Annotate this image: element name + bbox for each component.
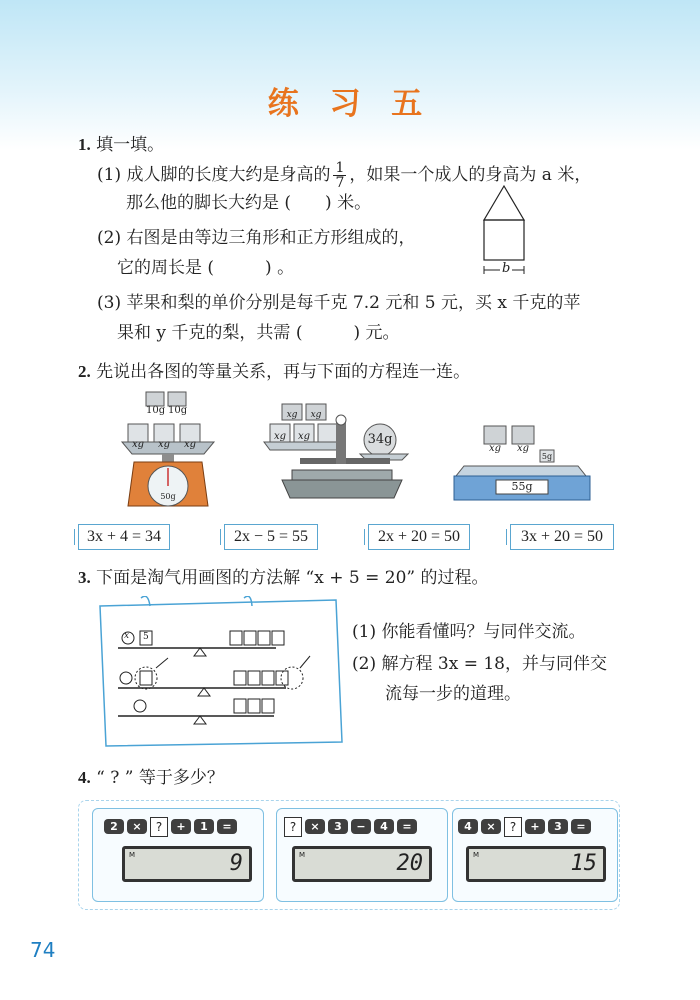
weight-label: xg	[286, 410, 298, 420]
weight-label: xg	[183, 439, 197, 450]
x-label: x	[124, 631, 130, 641]
q1-number: 1.	[78, 135, 91, 154]
calculator-1-display	[122, 846, 252, 882]
q3-point1: (1) 你能看懂吗？与同伴交流。	[352, 622, 586, 642]
page-number: 74	[30, 938, 56, 962]
q1-sub3: (3) 苹果和梨的单价分别是每千克 7.2 元和 5 元，买 x 千克的苹	[97, 293, 581, 313]
q1-sub2-line2: 它的周长是 ( ) 。	[117, 258, 295, 278]
q4-text: “ ? ” 等于多少？	[96, 768, 224, 788]
calc-key: +	[171, 819, 191, 834]
calc-key: −	[351, 819, 371, 834]
calc-key-unknown: ?	[284, 817, 302, 837]
q4-heading	[78, 766, 224, 790]
equation-option-1: 3x + 4 = 34	[78, 524, 170, 550]
drawing-solution-card	[96, 596, 346, 748]
calc-key: ×	[127, 819, 147, 834]
calc-key: ×	[305, 819, 325, 834]
memory-indicator: M	[473, 851, 480, 859]
calculator-2-display	[292, 846, 432, 882]
fraction-denominator: 7	[335, 175, 345, 191]
fraction-one-seventh	[333, 161, 346, 190]
q3-number: 3.	[78, 568, 91, 587]
calc-key: 4	[374, 819, 394, 834]
q1-heading	[78, 133, 164, 157]
memory-indicator: M	[129, 851, 136, 859]
calculator-1-keys	[104, 816, 240, 837]
q2-number: 2.	[78, 362, 91, 381]
scale-display-label: 55g	[511, 480, 533, 493]
box-label: 5	[143, 632, 149, 642]
q1-sub3-line2: 果和 y 千克的梨，共需 ( ) 元。	[117, 323, 400, 343]
q2-heading	[78, 360, 470, 384]
calc-key: +	[525, 819, 545, 834]
calc-key: ×	[481, 819, 501, 834]
calculator-2-keys	[284, 816, 420, 837]
q3-heading	[78, 566, 488, 590]
equation-option-4: 3x + 20 = 50	[510, 524, 614, 550]
digital-scale-illustration	[452, 420, 592, 510]
calc-key: 2	[104, 819, 124, 834]
calc-key: =	[397, 819, 417, 834]
calc-key: 3	[328, 819, 348, 834]
calc-key-unknown: ?	[504, 817, 522, 837]
weight-label: 10g	[168, 405, 188, 416]
ball-weight-label: 34g	[367, 432, 393, 447]
figure-side-label: b	[502, 261, 511, 276]
q3-point2-line2: 流每一步的道理。	[385, 684, 521, 704]
calc-key: =	[571, 819, 591, 834]
calc-key: =	[217, 819, 237, 834]
weight-label: xg	[310, 410, 322, 420]
weight-label: xg	[157, 439, 171, 450]
page-title: 练 习 五	[267, 86, 433, 122]
q1-text: 填一填。	[96, 135, 165, 155]
weight-label: xg	[297, 431, 311, 442]
calc-key: 3	[548, 819, 568, 834]
calculator-3-keys	[458, 816, 594, 837]
small-weight-label: 5g	[541, 452, 553, 461]
q2-text: 先说出各图的等量关系，再与下面的方程连一连。	[96, 362, 471, 382]
calc-key: 4	[458, 819, 478, 834]
weight-label: xg	[273, 431, 287, 442]
weight-label: xg	[131, 439, 145, 450]
weight-label: xg	[516, 443, 530, 454]
equation-option-3: 2x + 20 = 50	[368, 524, 470, 550]
fraction-numerator: 1	[335, 160, 345, 176]
weight-label: xg	[488, 443, 502, 454]
dial-label: 50g	[160, 492, 176, 501]
calc-key: 1	[194, 819, 214, 834]
calc-result: 9	[229, 851, 243, 876]
weight-label: 10g	[146, 405, 166, 416]
memory-indicator: M	[299, 851, 306, 859]
calc-key-unknown: ?	[150, 817, 168, 837]
q1-sub2: (2) 右图是由等边三角形和正方形组成的，	[97, 228, 416, 248]
calculator-3-display	[466, 846, 606, 882]
q3-text: 下面是淘气用画图的方法解 “x + 5 = 20” 的过程。	[96, 568, 489, 588]
calc-result: 20	[396, 851, 423, 876]
equation-option-2: 2x − 5 = 55	[224, 524, 318, 550]
q4-number: 4.	[78, 768, 91, 787]
calc-result: 15	[570, 851, 597, 876]
q1-sub1-line2: 那么他的脚长大约是 ( ) 米。	[126, 193, 372, 213]
q1-sub1-text-a: (1) 成人脚的长度大约是身高的	[97, 165, 331, 185]
q3-point2: (2) 解方程 3x = 18，并与同伴交	[352, 654, 607, 674]
q1-sub1-text-b: ，如果一个成人的身高为 a 米，	[349, 165, 592, 185]
